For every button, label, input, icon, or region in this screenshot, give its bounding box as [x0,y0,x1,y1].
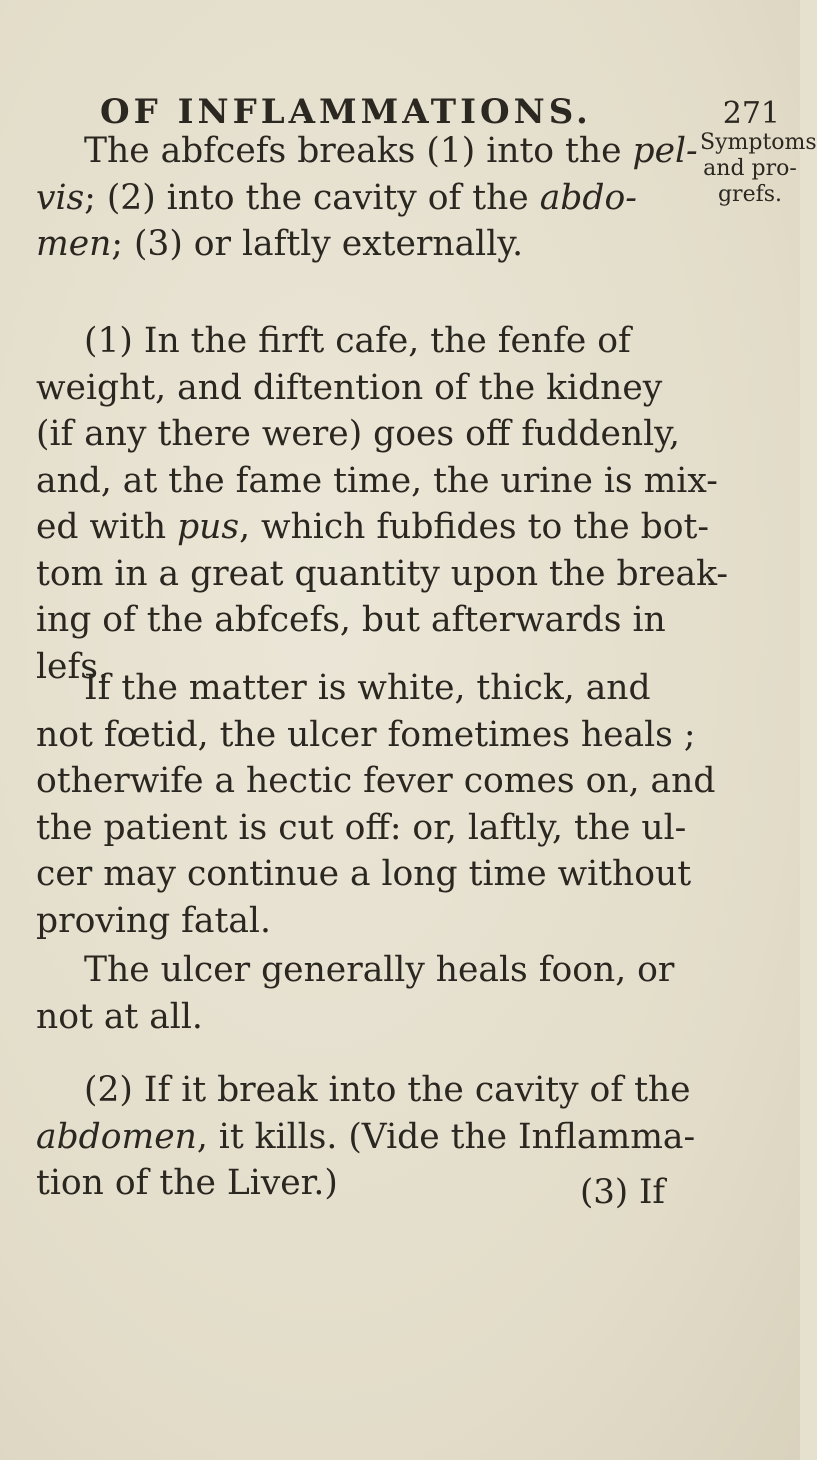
paragraph [36,318,729,690]
text-run: (2) If it break into the cavity of the [84,1070,691,1110]
catchword: (3) If [580,1172,665,1212]
text-line [36,504,710,551]
text-line [36,994,696,1041]
text-line [36,597,696,644]
text-line [36,1114,696,1161]
text-run: , it kills. (Vide the Inflamma- [196,1116,696,1157]
text-run: If the matter is white, thick, and [84,668,651,708]
text-run: (1) In the firft cafe, the fenfe of [84,321,631,361]
text-line [36,551,729,598]
running-head: OF INFLAMMATIONS. [100,92,592,132]
text-line [36,851,696,898]
text-run: not at all. [36,996,203,1037]
margin-note-line: grefs. [717,182,783,207]
text-line [36,712,696,759]
text-line [36,365,696,412]
text-run: cer may continue a long time without [36,854,692,894]
text-run: proving fatal. [36,900,271,941]
text-line [36,898,696,945]
text-line [36,411,696,458]
text-run: The ulcer generally heals foon, or [84,950,675,990]
paragraph [36,947,696,1040]
paragraph [36,665,716,944]
text-line [36,1067,696,1114]
text-run: the patient is cut off: or, laftly, the ul- [36,807,687,848]
text-run: ed with [36,507,178,547]
text-run: not fœtid, the ulcer fometimes heals ; [36,714,696,755]
text-line [36,458,718,505]
text-run: lefs. [36,646,109,687]
italic-text: vis [36,177,85,218]
text-run: (if any there were) goes off fuddenly, [36,414,681,454]
paragraph [36,128,696,268]
text-line [36,175,696,222]
margin-note-line: and pro- [703,156,797,181]
margin-note [700,130,817,208]
italic-text: pel- [632,131,698,171]
text-run: weight, and diftention of the kidney [36,367,663,408]
italic-text: abdomen [36,1116,197,1157]
italic-text: abdo- [539,177,637,218]
text-run: ing of the abfcefs, but afterwards in [36,600,666,640]
italic-text: men [36,224,112,264]
text-run: , which fubfides to the bot- [239,507,710,547]
text-line [36,665,696,712]
text-line [36,221,696,268]
text-line [36,947,696,994]
text-run: and, at the fame time, the urine is mix- [36,460,718,501]
margin-note-line: Symptoms [700,130,817,155]
text-run: ; (2) into the cavity of the [84,177,540,218]
page-number: 271 [722,96,780,131]
text-run: ; (3) or laftly externally. [111,224,524,264]
text-run: tom in a great quantity upon the break- [36,553,729,594]
italic-text: pus [177,507,240,547]
text-line [36,128,696,175]
text-line [36,318,696,365]
text-run: tion of the Liver.) [36,1163,338,1203]
text-line [36,805,696,852]
text-line [36,758,716,805]
text-run: The abfcefs breaks (1) into the [84,131,633,171]
text-run: otherwife a hectic fever comes on, and [36,761,716,801]
